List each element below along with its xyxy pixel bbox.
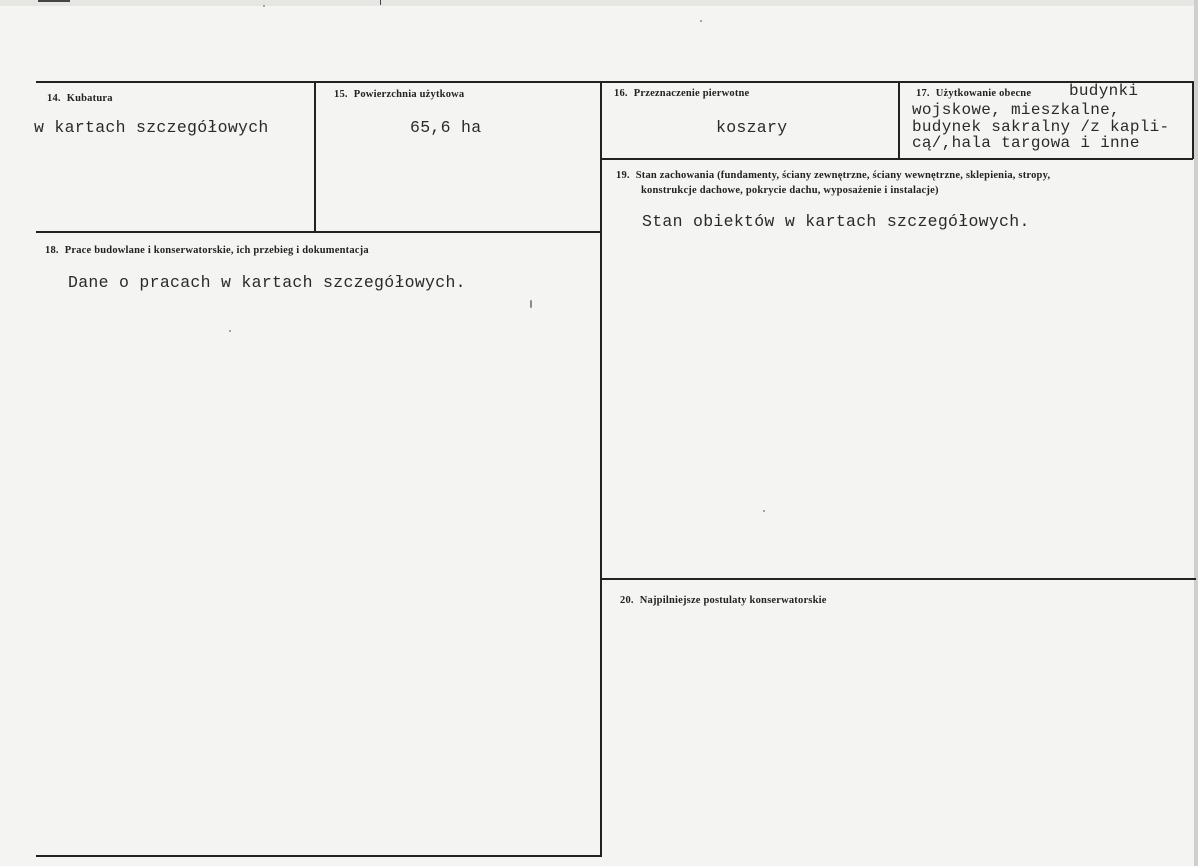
field-17-value-line-2: wojskowe, mieszkalne, [912,101,1120,119]
field-17-value-line-4: cą/,hala targowa i inne [912,134,1140,152]
paper-speck [700,20,702,22]
field-16-label: 16. Przeznaczenie pierwotne [614,88,750,99]
row-divider-left [36,231,601,233]
paper-speck [763,510,765,512]
field-19-value: Stan obiektów w kartach szczegółowych. [642,212,1030,231]
field-19-label-line-1: 19. Stan zachowania (fundamenty, ściany zewnętrzne, ściany wewnętrzne, sklepienia, stropy, [616,170,1051,181]
field-16-value: koszary [716,118,788,137]
field-18-value: Dane o pracach w kartach szczegółowych. [68,273,466,292]
field-14-label: 14. Kubatura [47,93,113,104]
field-17-value-line-3: budynek sakralny /z kapli- [912,118,1170,136]
field-14-value: w kartach szczegółowych [34,118,269,137]
col-divider-right-top [898,81,900,159]
field-17-label: 17. Użytkowanie obecne [916,88,1032,99]
field-15-value: 65,6 ha [410,118,482,137]
paper-speck [229,330,231,332]
col-divider-far-right [1192,81,1194,159]
field-18-label: 18. Prace budowlane i konserwatorskie, ich przebieg i dokumentacja [45,245,369,256]
right-edge [1194,0,1198,866]
row-divider-bottom [36,855,602,857]
top-edge [0,0,1198,6]
paper-speck [263,5,265,7]
field-15-label: 15. Powierzchnia użytkowa [334,89,465,100]
field-20-label: 20. Najpilniejsze postulaty konserwatorskie [620,595,827,606]
field-19-label-line-2: konstrukcje dachowe, pokrycie dachu, wyposażenie i instalacje) [641,185,939,196]
col-divider-left-top [314,81,316,232]
top-mark-middle [380,0,381,5]
col-divider-center [600,81,602,857]
field-17-value-line-1: budynki [1069,82,1139,100]
row-divider-lower-right [600,578,1196,580]
paper-speck [530,300,532,308]
row-divider-top [36,81,1193,83]
row-divider-mid-right [600,158,1193,160]
top-mark-left [38,0,70,2]
